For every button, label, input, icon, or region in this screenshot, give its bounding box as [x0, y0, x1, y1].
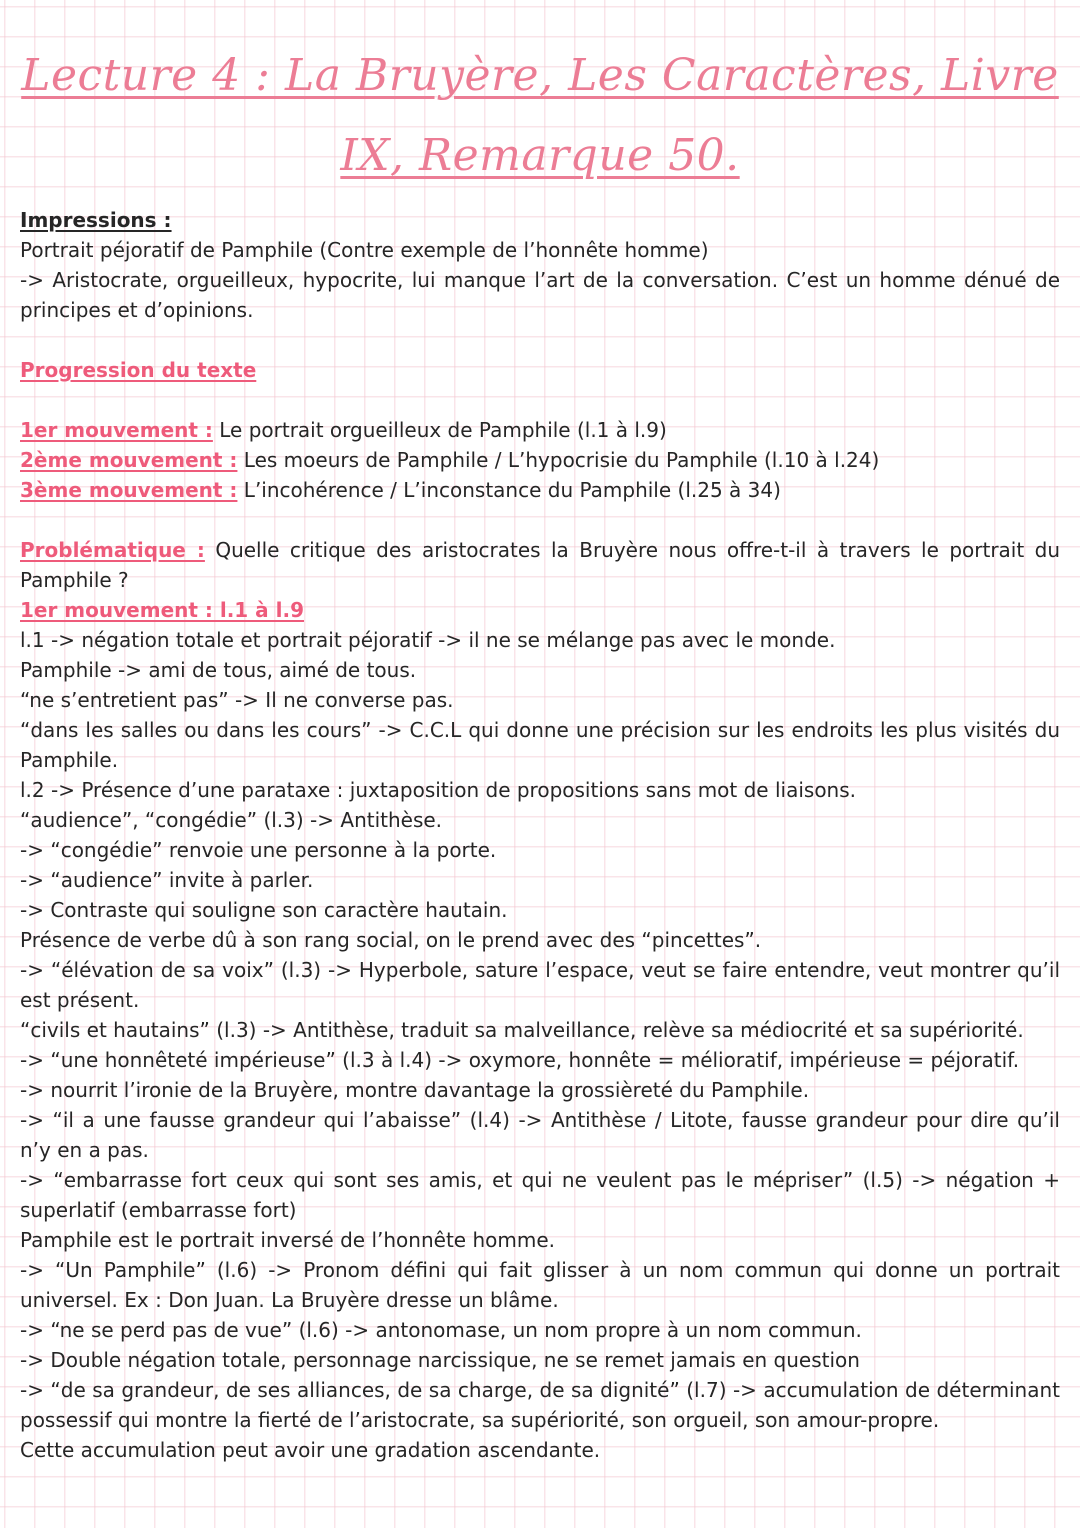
- movement-2-text: Les moeurs de Pamphile / L’hypocrisie du Pamphile (l.10 à l.24): [237, 448, 880, 472]
- movement-1: [20, 415, 1060, 445]
- analysis-line: -> “congédie” renvoie une personne à la porte.: [20, 838, 497, 862]
- analysis-line: -> Contraste qui souligne son caractère hautain.: [20, 898, 508, 922]
- page-subtitle: IX, Remarque 50.: [340, 130, 740, 181]
- analysis-line: -> “élévation de sa voix” (l.3) -> Hyperbole, sature l’espace, veut se faire entendre, veut montrer qu’il est présent.: [20, 958, 1060, 1012]
- analysis-line: “ne s’entretient pas” -> Il ne converse pas.: [20, 688, 454, 712]
- analysis-heading: 1er mouvement : l.1 à l.9: [20, 598, 305, 622]
- analysis-line: Présence de verbe dû à son rang social, on le prend avec des “pincettes”.: [20, 928, 762, 952]
- problematique: [20, 535, 1060, 595]
- movement-1-label: 1er mouvement :: [20, 418, 213, 442]
- analysis-line: -> “audience” invite à parler.: [20, 868, 314, 892]
- analysis-line: -> “une honnêteté impérieuse” (l.3 à l.4) -> oxymore, honnête = mélioratif, impérieuse = péjoratif.: [20, 1048, 1020, 1072]
- analysis-line: -> “il a une fausse grandeur qui l’abaisse” (l.4) -> Antithèse / Litote, fausse grandeur pour dire qu’il n’y en a pas.: [20, 1108, 1060, 1162]
- analysis-line: Pamphile est le portrait inversé de l’honnête homme.: [20, 1228, 555, 1252]
- movement-2: [20, 445, 1060, 475]
- movement-3-label: 3ème mouvement :: [20, 478, 238, 502]
- analysis-line: -> “ne se perd pas de vue” (l.6) -> antonomase, un nom propre à un nom commun.: [20, 1318, 862, 1342]
- problematique-text: Quelle critique des aristocrates la Bruyère nous offre-t-il à travers le portrait du Pamphile ?: [20, 538, 1060, 592]
- analysis-line: Pamphile -> ami de tous, aimé de tous.: [20, 658, 417, 682]
- analysis-line: Cette accumulation peut avoir une gradation ascendante.: [20, 1438, 601, 1462]
- analysis-line: -> nourrit l’ironie de la Bruyère, montre davantage la grossièreté du Pamphile.: [20, 1078, 810, 1102]
- movement-3-text: L’incohérence / L’inconstance du Pamphile (l.25 à 34): [237, 478, 781, 502]
- progression-heading: Progression du texte: [20, 358, 257, 382]
- movement-1-text: Le portrait orgueilleux de Pamphile (l.1 à l.9): [212, 418, 667, 442]
- analysis-line: “civils et hautains” (l.3) -> Antithèse, traduit sa malveillance, relève sa médiocrité et sa supériorité.: [20, 1018, 1024, 1042]
- analysis-line: l.2 -> Présence d’une parataxe : juxtaposition de propositions sans mot de liaisons.: [20, 778, 857, 802]
- impressions-line-2: -> Aristocrate, orgueilleux, hypocrite, lui manque l’art de la conversation. C’est un homme dénué de principes et d’opinions.: [20, 268, 1060, 322]
- movement-3: [20, 475, 1060, 505]
- impressions-heading: Impressions :: [20, 208, 172, 232]
- page-title: Lecture 4 : La Bruyère, Les Caractères, Livre: [21, 50, 1059, 101]
- analysis-line: “dans les salles ou dans les cours” -> C.C.L qui donne une précision sur les endroits les plus visités du Pamphile.: [20, 718, 1060, 772]
- problematique-label: Problématique :: [20, 538, 205, 562]
- impressions-line-1: Portrait péjoratif de Pamphile (Contre exemple de l’honnête homme): [20, 238, 709, 262]
- analysis-line: “audience”, “congédie” (l.3) -> Antithèse.: [20, 808, 443, 832]
- analysis-line: -> “embarrasse fort ceux qui sont ses amis, et qui ne veulent pas le mépriser” (l.5) -> négation + superlatif (embarrasse fort): [20, 1168, 1060, 1222]
- notes-content: [20, 205, 1060, 1465]
- analysis-line: l.1 -> négation totale et portrait péjoratif -> il ne se mélange pas avec le monde.: [20, 628, 836, 652]
- analysis-line: -> “de sa grandeur, de ses alliances, de sa charge, de sa dignité” (l.7) -> accumulation de déterminant possessif qui montre la fierté de l’aristocrate, sa supériorité, son orgueil, son amour-propre.: [20, 1378, 1060, 1432]
- analysis-line: -> Double négation totale, personnage narcissique, ne se remet jamais en question: [20, 1348, 860, 1372]
- analysis-line: -> “Un Pamphile” (l.6) -> Pronom défini qui fait glisser à un nom commun qui donne un portrait universel. Ex : Don Juan. La Bruyère dresse un blâme.: [20, 1258, 1060, 1312]
- movement-2-label: 2ème mouvement :: [20, 448, 238, 472]
